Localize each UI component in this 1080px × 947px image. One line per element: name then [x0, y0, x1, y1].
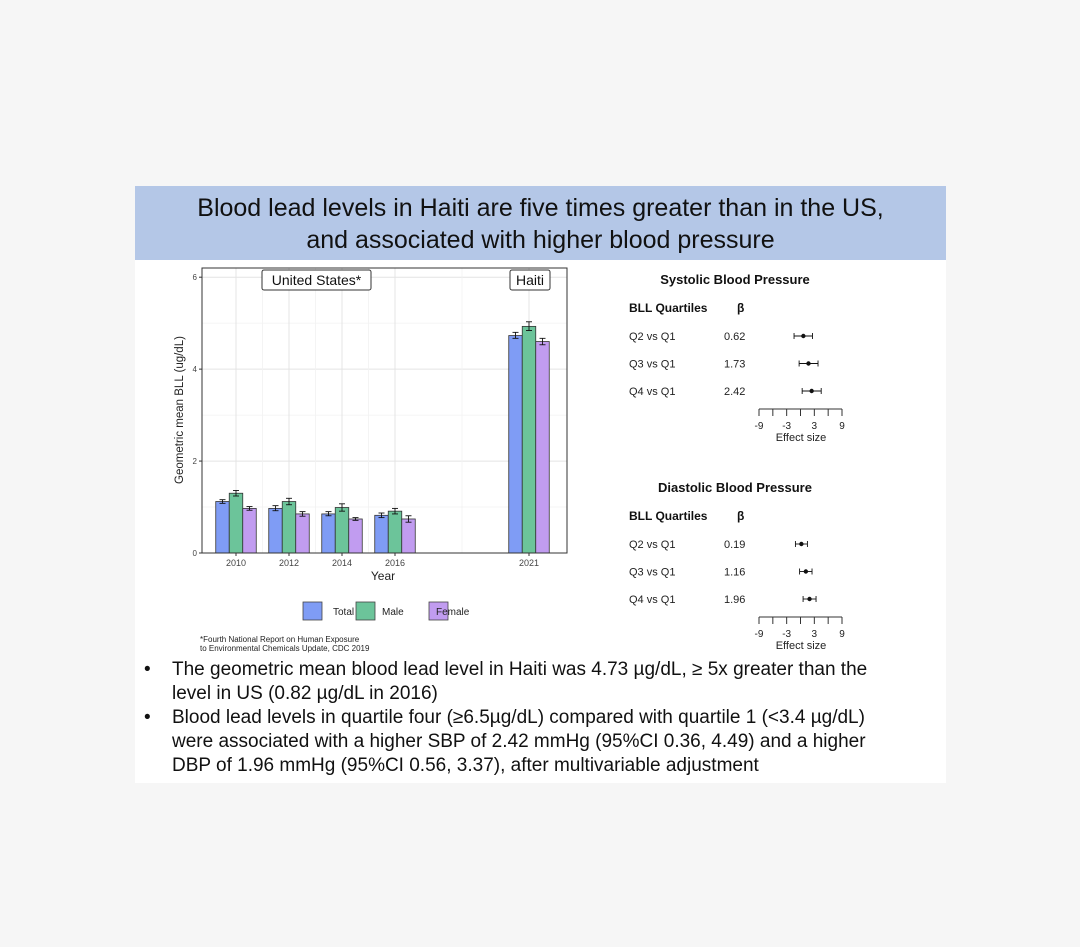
y-tick-label: 4 — [192, 365, 197, 375]
forest-header-label: BLL Quartiles — [629, 509, 708, 523]
x-tick-label: 2012 — [278, 558, 300, 568]
bullet-2-line-1: Blood lead levels in quartile four (≥6.5µg/dL) compared with quartile 1 (<3.4 µg/dL) — [172, 707, 865, 728]
bullet-1-line-1: The geometric mean blood lead level in Haiti was 4.73 µg/dL, ≥ 5x greater than the — [172, 659, 868, 680]
legend-label: Total — [333, 607, 355, 618]
bar-male-2010 — [229, 493, 243, 553]
forest-row-label: Q2 vs Q1 — [629, 539, 676, 551]
forest-row-beta: 0.19 — [724, 539, 746, 551]
bullet-list — [135, 658, 946, 778]
forest-row-label: Q4 vs Q1 — [629, 386, 676, 398]
forest-point — [806, 361, 810, 365]
forest-row-beta: 0.62 — [724, 331, 746, 343]
bar-total-2010 — [216, 502, 230, 553]
legend-label: Male — [382, 607, 404, 618]
bar-total-2021 — [509, 336, 523, 553]
forest-axis-title: Effect size — [775, 640, 827, 652]
slide-title-line-2: and associated with higher blood pressure — [306, 226, 775, 254]
forest-point — [804, 569, 808, 573]
forest-row-label: Q3 vs Q1 — [629, 358, 676, 371]
bar-female-2021 — [536, 342, 550, 553]
panel-label: Haiti — [515, 272, 545, 288]
bar-total-2012 — [269, 508, 283, 553]
bar-female-2016 — [402, 519, 416, 553]
y-tick-label: 2 — [192, 457, 197, 467]
bullet-dot: • — [144, 707, 151, 728]
forest-tick-label: -9 — [754, 629, 764, 640]
slide-title-line-1: Blood lead levels in Haiti are five times greater than in the US, — [197, 194, 884, 222]
forest-point — [801, 334, 805, 338]
forest-row-label: Q3 vs Q1 — [629, 566, 676, 579]
forest-row-beta: 2.42 — [724, 386, 746, 398]
bullet-1-line-2: level in US (0.82 µg/dL in 2016) — [172, 683, 438, 704]
footnote-line: *Fourth National Report on Human Exposure — [200, 635, 360, 644]
y-tick-label: 6 — [192, 273, 197, 283]
bar-total-2016 — [375, 515, 389, 553]
x-tick-label: 2014 — [331, 558, 353, 568]
bar-male-2014 — [335, 507, 349, 553]
forest-title: Systolic Blood Pressure — [660, 272, 810, 287]
forest-point — [807, 597, 811, 601]
forest-tick-label: -9 — [754, 421, 764, 432]
forest-row-beta: 1.96 — [724, 594, 746, 606]
legend-swatch-male — [356, 602, 375, 620]
forest-axis-title: Effect size — [775, 432, 827, 444]
bar-female-2014 — [349, 519, 363, 553]
bullet-item-1 — [135, 658, 946, 706]
panel-label: United States* — [271, 272, 362, 288]
x-axis-title: Year — [370, 569, 396, 583]
chart-figure — [135, 186, 946, 658]
forest-tick-label: 9 — [839, 421, 845, 432]
y-axis-title: Geometric mean BLL (ug/dL) — [174, 336, 186, 484]
slide — [135, 186, 946, 783]
forest-tick-label: -3 — [782, 421, 792, 432]
forest-row-label: Q4 vs Q1 — [629, 594, 676, 606]
forest-header-beta: β — [737, 509, 745, 523]
bar-female-2010 — [243, 508, 257, 553]
bar-female-2012 — [296, 514, 310, 553]
bullet-2-line-2: were associated with a higher SBP of 2.42 mmHg (95%CI 0.36, 4.49) and a higher — [172, 731, 866, 752]
forest-point — [799, 542, 803, 546]
forest-tick-label: 3 — [811, 629, 818, 640]
x-tick-label: 2021 — [518, 558, 540, 568]
y-tick-label: 0 — [192, 549, 197, 558]
bullet-2-line-3: DBP of 1.96 mmHg (95%CI 0.56, 3.37), after multivariable adjustment — [172, 755, 759, 776]
bar-male-2016 — [388, 511, 402, 553]
x-tick-label: 2010 — [225, 558, 247, 568]
forest-point — [809, 389, 813, 393]
forest-row-beta: 1.73 — [724, 358, 746, 371]
forest-tick-label: 3 — [811, 421, 818, 432]
forest-header-label: BLL Quartiles — [629, 301, 708, 315]
forest-tick-label: -3 — [782, 629, 792, 640]
forest-row-label: Q2 vs Q1 — [629, 331, 676, 343]
forest-row-beta: 1.16 — [724, 566, 746, 579]
bar-male-2021 — [522, 326, 536, 553]
bullet-item-2 — [135, 706, 946, 778]
legend-swatch-total — [303, 602, 322, 620]
bar-male-2012 — [282, 502, 296, 553]
bar-total-2014 — [322, 514, 336, 553]
legend-label: Female — [436, 607, 470, 618]
x-tick-label: 2016 — [384, 558, 406, 568]
footnote-line: to Environmental Chemicals Update, CDC 2019 — [200, 644, 370, 653]
forest-header-beta: β — [737, 301, 745, 315]
bullet-dot: • — [144, 659, 151, 680]
forest-tick-label: 9 — [839, 629, 845, 640]
forest-title: Diastolic Blood Pressure — [658, 480, 812, 495]
